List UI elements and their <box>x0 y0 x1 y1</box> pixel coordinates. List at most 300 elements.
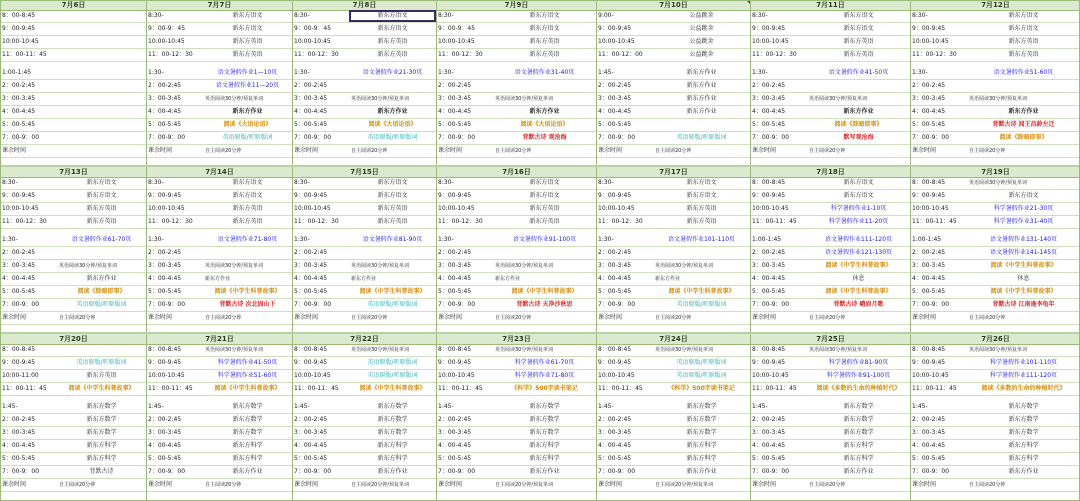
activity-cell[interactable]: 英语阅读30分钟/预复单词 <box>59 263 118 269</box>
time-cell[interactable]: 11：00-12：30 <box>438 218 483 225</box>
time-cell[interactable]: 9：00-9:45 <box>598 359 632 366</box>
activity-cell[interactable]: 新东方英语 <box>529 51 560 58</box>
time-cell[interactable]: 10:00-10:45 <box>2 205 39 212</box>
day-header[interactable]: 7月16日 <box>437 167 596 178</box>
activity-cell[interactable]: 阅读《大语论语》 <box>223 121 272 128</box>
activity-cell[interactable]: 新东方语文 <box>686 192 717 199</box>
time-cell[interactable]: 课余时间 <box>148 314 173 321</box>
time-cell[interactable]: 10:00-10:45 <box>752 372 789 379</box>
time-cell[interactable]: 4：00-4:45 <box>752 442 786 449</box>
activity-cell[interactable]: 新东方数学 <box>1008 403 1039 410</box>
time-cell[interactable]: 3：00-3:45 <box>598 95 632 102</box>
time-cell[interactable]: 8:30- <box>438 179 454 186</box>
activity-cell[interactable]: 新东方科学 <box>686 442 717 449</box>
time-cell[interactable]: 3：00-3:45 <box>752 429 786 436</box>
activity-cell[interactable]: 自主阅读20分钟 <box>969 148 1006 154</box>
time-cell[interactable]: 9：00-9:45 <box>438 359 472 366</box>
day-header[interactable]: 7月17日 <box>597 167 750 178</box>
time-cell[interactable]: 2：00-2:45 <box>912 82 946 89</box>
activity-cell[interactable]: 新东方作业 <box>377 108 408 115</box>
time-cell[interactable]: 11：00-11：45 <box>912 218 957 225</box>
time-cell[interactable]: 1:00-1:45 <box>2 69 32 76</box>
time-cell[interactable]: 10:00-10:45 <box>294 372 331 379</box>
time-cell[interactable]: 7：00-9：00 <box>438 134 476 141</box>
activity-cell[interactable]: 新东方英语 <box>1008 51 1039 58</box>
activity-cell[interactable]: 新东方作业 <box>529 108 560 115</box>
activity-cell[interactable]: 新东方语文 <box>232 25 263 32</box>
activity-cell[interactable]: 语文暑假作业1—10页 <box>217 69 278 76</box>
activity-cell[interactable]: 科学暑假作业111-120页 <box>989 372 1058 379</box>
activity-cell[interactable]: 自主阅读20分钟 <box>495 315 532 321</box>
time-cell[interactable]: 10:00-10:45 <box>598 372 635 379</box>
activity-cell[interactable]: 自主阅读20分钟 <box>59 315 96 321</box>
activity-cell[interactable]: 新东方科学 <box>529 442 560 449</box>
activity-cell[interactable]: 公益跳舍 <box>689 12 714 19</box>
time-cell[interactable]: 8：00-8:45 <box>2 346 36 353</box>
activity-cell[interactable]: 新东方数学 <box>232 429 263 436</box>
time-cell[interactable]: 2：00-2:45 <box>2 82 36 89</box>
time-cell[interactable]: 2：00-2:45 <box>912 249 946 256</box>
time-cell[interactable]: 10:00-10:45 <box>752 38 789 45</box>
day-header[interactable]: 7月19日 <box>911 167 1080 178</box>
activity-cell[interactable]: 语文暑假作业71-80页 <box>217 236 278 243</box>
time-cell[interactable]: 7：00-9：00 <box>148 468 186 475</box>
activity-cell[interactable]: 背默古诗 次北固山下 <box>219 301 276 308</box>
activity-cell[interactable]: 新东方英语 <box>529 205 560 212</box>
time-cell[interactable]: 课余时间 <box>2 147 27 154</box>
time-cell[interactable]: 4：00-4:45 <box>2 275 36 282</box>
activity-cell[interactable]: 语文暑假作业141-145页 <box>989 249 1058 256</box>
time-cell[interactable]: 7：00-9：00 <box>2 468 40 475</box>
time-cell[interactable]: 3：00-3:45 <box>438 95 472 102</box>
time-cell[interactable]: 课余时间 <box>912 147 937 154</box>
activity-cell[interactable]: 新东方数学 <box>1008 429 1039 436</box>
activity-cell[interactable]: 阅读《中学生科普故事》 <box>359 385 426 392</box>
time-cell[interactable]: 5：00-5:45 <box>294 121 328 128</box>
time-cell[interactable]: 8：00-8:45 <box>912 346 946 353</box>
activity-cell[interactable]: 英语原版/听原版词 <box>367 359 418 366</box>
day-header[interactable]: 7月18日 <box>751 167 910 178</box>
time-cell[interactable]: 课余时间 <box>598 481 623 488</box>
time-cell[interactable]: 9：00-9:45 <box>438 192 472 199</box>
activity-cell[interactable]: 新东方英语 <box>377 38 408 45</box>
activity-cell[interactable]: 自主阅读20分钟 <box>809 482 846 488</box>
time-cell[interactable]: 1:30- <box>598 236 614 243</box>
time-cell[interactable]: 2：00-2:45 <box>148 249 182 256</box>
activity-cell[interactable]: 新东方数学 <box>843 429 874 436</box>
time-cell[interactable]: 8:30- <box>294 179 310 186</box>
activity-cell[interactable]: 科学暑假作业1-10页 <box>830 205 887 212</box>
activity-cell[interactable]: 新东方科学 <box>1008 442 1039 449</box>
time-cell[interactable]: 3：00-3:45 <box>598 429 632 436</box>
activity-cell[interactable]: 新东方数学 <box>686 403 717 410</box>
time-cell[interactable]: 9：00-9:45 <box>148 192 182 199</box>
time-cell[interactable]: 1:30- <box>2 236 18 243</box>
activity-cell[interactable]: 新东方英语 <box>529 38 560 45</box>
activity-cell[interactable]: 科学暑假作业41-50页 <box>217 359 278 366</box>
time-cell[interactable]: 8：00-8:45 <box>148 346 182 353</box>
time-cell[interactable]: 10:00-10:45 <box>148 205 185 212</box>
time-cell[interactable]: 5：00-5:45 <box>912 455 946 462</box>
time-cell[interactable]: 4：00-4:45 <box>912 275 946 282</box>
activity-cell[interactable]: 新东方英语 <box>1008 38 1039 45</box>
activity-cell[interactable]: 自主阅读20分钟 <box>205 148 242 154</box>
activity-cell[interactable]: 新东方科学 <box>232 455 263 462</box>
activity-cell[interactable]: 新东方科学 <box>686 455 717 462</box>
time-cell[interactable]: 5：00-5:45 <box>2 288 36 295</box>
activity-cell[interactable]: 新东方数学 <box>377 403 408 410</box>
time-cell[interactable]: 3：00-3:45 <box>752 262 786 269</box>
activity-cell[interactable]: 新东方英语 <box>232 218 263 225</box>
activity-cell[interactable]: 新东方作业 <box>232 468 263 475</box>
activity-cell[interactable]: 英语原版/听原版词 <box>676 134 727 141</box>
activity-cell[interactable]: 新东方作业 <box>843 468 874 475</box>
time-cell[interactable]: 8:30- <box>294 12 310 19</box>
time-cell[interactable]: 3：00-3:45 <box>598 262 632 269</box>
activity-cell[interactable]: 科学暑假作业101-110页 <box>989 359 1058 366</box>
time-cell[interactable]: 7：00-9：00 <box>294 301 332 308</box>
activity-cell[interactable]: 新东方数学 <box>529 416 560 423</box>
activity-cell[interactable]: 自主阅读20分钟 <box>655 148 692 154</box>
time-cell[interactable]: 4：00-4:45 <box>438 108 472 115</box>
time-cell[interactable]: 4：00-4:45 <box>912 108 946 115</box>
activity-cell[interactable]: 新东方科学 <box>843 442 874 449</box>
activity-cell[interactable]: 英语原版/听原版词 <box>222 134 273 141</box>
activity-cell[interactable]: 科学暑假作业51-60页 <box>217 372 278 379</box>
time-cell[interactable]: 7：00-9：00 <box>438 468 476 475</box>
time-cell[interactable]: 1:30- <box>148 69 164 76</box>
time-cell[interactable]: 2：00-2:45 <box>598 82 632 89</box>
time-cell[interactable]: 10:00-10:45 <box>598 205 635 212</box>
activity-cell[interactable]: 新东方英语 <box>377 218 408 225</box>
day-header[interactable]: 7月24日 <box>597 334 750 345</box>
time-cell[interactable]: 5：00-5:45 <box>148 455 182 462</box>
time-cell[interactable]: 4：00-4:45 <box>148 108 182 115</box>
activity-cell[interactable]: 新东方语文 <box>377 179 408 186</box>
activity-cell[interactable]: 新东方作业 <box>351 276 377 282</box>
time-cell[interactable]: 课余时间 <box>912 481 937 488</box>
time-cell[interactable]: 5：00-5:45 <box>598 455 632 462</box>
activity-cell[interactable]: 新东方作业 <box>495 276 521 282</box>
time-cell[interactable]: 1:45- <box>294 403 310 410</box>
time-cell[interactable]: 11：00-12：30 <box>752 51 797 58</box>
time-cell[interactable]: 1:30- <box>294 236 310 243</box>
time-cell[interactable]: 7：00-9：00 <box>148 301 186 308</box>
activity-cell[interactable]: 英语阅读30分钟/预复单词 <box>969 347 1028 353</box>
activity-cell[interactable]: 英语原版/听原版词 <box>76 301 127 308</box>
activity-cell[interactable]: 自主阅读20分钟 <box>969 315 1006 321</box>
activity-cell[interactable]: 自主阅读20分钟 <box>59 482 96 488</box>
time-cell[interactable]: 3：00-3:45 <box>752 95 786 102</box>
day-header[interactable]: 7月15日 <box>293 167 436 178</box>
time-cell[interactable]: 2：00-2:45 <box>2 249 36 256</box>
activity-cell[interactable]: 英语阅读30分钟/预复单词 <box>351 347 410 353</box>
time-cell[interactable]: 7：00-9：00 <box>438 301 476 308</box>
time-cell[interactable]: 10:00-10:45 <box>752 205 789 212</box>
time-cell[interactable]: 7：00-9：00 <box>752 468 790 475</box>
time-cell[interactable]: 8:30- <box>598 179 614 186</box>
time-cell[interactable]: 11：00-12：30 <box>2 218 47 225</box>
activity-cell[interactable]: 新东方语文 <box>686 179 717 186</box>
time-cell[interactable]: 5：00-5:45 <box>148 288 182 295</box>
time-cell[interactable]: 2：00-2:45 <box>148 82 182 89</box>
activity-cell[interactable]: 新东方英语 <box>686 218 717 225</box>
time-cell[interactable]: 9：00-9：45 <box>438 25 476 32</box>
time-cell[interactable]: 10:00-10:45 <box>598 38 635 45</box>
time-cell[interactable]: 10:00-10:45 <box>912 372 949 379</box>
activity-cell[interactable]: 语文暑假作业131-140页 <box>989 236 1058 243</box>
time-cell[interactable]: 9：00-9:45 <box>294 192 328 199</box>
activity-cell[interactable]: 新东方作业 <box>1008 108 1039 115</box>
day-header[interactable]: 7月23日 <box>437 334 596 345</box>
activity-cell[interactable]: 新东方语文 <box>529 25 560 32</box>
time-cell[interactable]: 课余时间 <box>598 314 623 321</box>
time-cell[interactable]: 7：00-9：00 <box>752 301 790 308</box>
time-cell[interactable]: 4：00-4:45 <box>912 442 946 449</box>
activity-cell[interactable]: 自主阅读20分钟/预复单词 <box>495 482 554 488</box>
time-cell[interactable]: 11：00-12：30 <box>912 51 957 58</box>
activity-cell[interactable]: 自主阅读20分钟 <box>655 315 692 321</box>
time-cell[interactable]: 课余时间 <box>438 314 463 321</box>
time-cell[interactable]: 课余时间 <box>438 147 463 154</box>
activity-cell[interactable]: 语文暑假作业91-100页 <box>512 236 577 243</box>
activity-cell[interactable]: 新东方数学 <box>86 429 117 436</box>
activity-cell[interactable]: 英语阅读30分钟/预复单词 <box>969 180 1028 186</box>
time-cell[interactable]: 4：00-4:45 <box>148 275 182 282</box>
time-cell[interactable]: 8:30- <box>148 179 164 186</box>
activity-cell[interactable]: 英语原版/听原版词 <box>76 359 127 366</box>
day-header[interactable]: 7月21日 <box>147 334 292 345</box>
activity-cell[interactable]: 新东方作业 <box>686 82 717 89</box>
day-header[interactable]: 7月12日 <box>911 0 1080 11</box>
time-cell[interactable]: 11：00-11：45 <box>148 385 193 392</box>
activity-cell[interactable]: 英语阅读30分钟/预复单词 <box>205 263 264 269</box>
activity-cell[interactable]: 新东方科学 <box>86 455 117 462</box>
time-cell[interactable]: 9：00-9:45 <box>752 192 786 199</box>
activity-cell[interactable]: 英语阅读30分钟/预复单词 <box>495 347 554 353</box>
activity-cell[interactable]: 新东方英语 <box>529 218 560 225</box>
time-cell[interactable]: 8：00-8:45 <box>752 179 786 186</box>
time-cell[interactable]: 4：00-4:45 <box>598 442 632 449</box>
time-cell[interactable]: 10:00-11:00 <box>2 372 39 379</box>
time-cell[interactable]: 9:00- <box>598 12 614 19</box>
activity-cell[interactable]: 阅读《中学生科普故事》 <box>990 288 1057 295</box>
time-cell[interactable]: 10:00-10:45 <box>912 205 949 212</box>
time-cell[interactable]: 3：00-3:45 <box>438 429 472 436</box>
time-cell[interactable]: 1:30- <box>294 69 310 76</box>
activity-cell[interactable]: 自主阅读20分钟/预复单词 <box>351 482 410 488</box>
time-cell[interactable]: 课余时间 <box>752 314 777 321</box>
time-cell[interactable]: 4：00-4:45 <box>438 442 472 449</box>
time-cell[interactable]: 课余时间 <box>294 147 319 154</box>
time-cell[interactable]: 8：00-8:45 <box>294 346 328 353</box>
time-cell[interactable]: 5：00-5:45 <box>294 455 328 462</box>
time-cell[interactable]: 5：00-5:45 <box>598 121 632 128</box>
time-cell[interactable]: 课余时间 <box>752 481 777 488</box>
time-cell[interactable]: 1:45- <box>598 403 614 410</box>
time-cell[interactable]: 5：00-5:45 <box>598 288 632 295</box>
activity-cell[interactable]: 自主阅读20分钟 <box>809 315 846 321</box>
activity-cell[interactable]: 新东方英语 <box>86 372 117 379</box>
activity-cell[interactable]: 英语阅读30分钟/预复单词 <box>205 96 264 102</box>
activity-cell[interactable]: 新东方英语 <box>843 38 874 45</box>
activity-cell[interactable]: 新东方英语 <box>232 205 263 212</box>
activity-cell[interactable]: 新东方作业 <box>655 276 681 282</box>
time-cell[interactable]: 9：00-9:45 <box>598 192 632 199</box>
activity-cell[interactable]: 新东方语文 <box>349 10 436 22</box>
activity-cell[interactable]: 新东方语文 <box>843 179 874 186</box>
time-cell[interactable]: 2：00-2:45 <box>912 416 946 423</box>
time-cell[interactable]: 8:30- <box>2 179 18 186</box>
activity-cell[interactable]: 语文暑假作业31-40页 <box>514 69 575 76</box>
time-cell[interactable]: 3：00-3:45 <box>294 262 328 269</box>
activity-cell[interactable]: 新东方英语 <box>232 38 263 45</box>
activity-cell[interactable]: 新东方语文 <box>843 12 874 19</box>
time-cell[interactable]: 11：00-12：30 <box>148 51 193 58</box>
time-cell[interactable]: 9：00-9:45 <box>752 359 786 366</box>
time-cell[interactable]: 10:00-10:45 <box>294 205 331 212</box>
time-cell[interactable]: 7：00-9：00 <box>294 468 332 475</box>
day-header[interactable]: 7月25日 <box>751 334 910 345</box>
time-cell[interactable]: 8:30- <box>752 12 768 19</box>
time-cell[interactable]: 10:00-10:45 <box>438 205 475 212</box>
time-cell[interactable]: 4：00-4:45 <box>598 108 632 115</box>
time-cell[interactable]: 5：00-5:45 <box>148 121 182 128</box>
activity-cell[interactable]: 新东方语文 <box>843 192 874 199</box>
activity-cell[interactable]: 新东方数学 <box>686 429 717 436</box>
activity-cell[interactable]: 阅读《中学生科普故事》 <box>511 288 578 295</box>
activity-cell[interactable]: 新东方数学 <box>843 416 874 423</box>
activity-cell[interactable]: 背默古诗 天净沙秋思 <box>516 301 573 308</box>
time-cell[interactable]: 10:00-10:45 <box>148 372 185 379</box>
time-cell[interactable]: 5：00-5:45 <box>752 288 786 295</box>
activity-cell[interactable]: 自主阅读20分钟 <box>809 148 846 154</box>
time-cell[interactable]: 课余时间 <box>438 481 463 488</box>
time-cell[interactable]: 1:00-1:45 <box>912 236 942 243</box>
activity-cell[interactable]: 新东方作业 <box>232 108 263 115</box>
activity-cell[interactable]: 《科学》500字读书笔记 <box>511 385 578 392</box>
day-header[interactable]: 7月6日 <box>1 0 146 11</box>
time-cell[interactable]: 1:45- <box>148 403 164 410</box>
activity-cell[interactable]: 新东方科学 <box>843 455 874 462</box>
time-cell[interactable]: 9：00-9:45 <box>598 25 632 32</box>
activity-cell[interactable]: 英语阅读30分钟/预复单词 <box>351 263 410 269</box>
activity-cell[interactable]: 新东方数学 <box>377 416 408 423</box>
activity-cell[interactable]: 新东方英语 <box>232 51 263 58</box>
activity-cell[interactable]: 新东方语文 <box>86 192 117 199</box>
activity-cell[interactable]: 新东方英语 <box>843 51 874 58</box>
activity-cell[interactable]: 新东方科学 <box>529 455 560 462</box>
time-cell[interactable]: 5：00-5:45 <box>752 455 786 462</box>
activity-cell[interactable]: 阅读《中学生科普故事》 <box>825 262 892 269</box>
activity-cell[interactable]: 新东方科学 <box>86 442 117 449</box>
activity-cell[interactable]: 自主阅读20分钟 <box>205 482 242 488</box>
time-cell[interactable]: 8：00-8:45 <box>2 12 36 19</box>
time-cell[interactable]: 4：00-4:45 <box>294 442 328 449</box>
time-cell[interactable]: 4：00-4:45 <box>2 108 36 115</box>
time-cell[interactable]: 1:45- <box>438 403 454 410</box>
time-cell[interactable]: 5：00-5:45 <box>912 288 946 295</box>
activity-cell[interactable]: 新东方语文 <box>377 25 408 32</box>
activity-cell[interactable]: 休息 <box>852 275 865 282</box>
time-cell[interactable]: 7：00-9：00 <box>912 301 950 308</box>
activity-cell[interactable]: 英语原版/听原版词 <box>676 372 727 379</box>
time-cell[interactable]: 9：00-9:45 <box>752 25 786 32</box>
time-cell[interactable]: 8：00-8:45 <box>912 179 946 186</box>
activity-cell[interactable]: 阅读《大语论语》 <box>368 121 417 128</box>
time-cell[interactable]: 7：00-9：00 <box>2 301 40 308</box>
time-cell[interactable]: 10:00-10:45 <box>294 38 331 45</box>
activity-cell[interactable]: 公益跳舍 <box>689 51 714 58</box>
activity-cell[interactable]: 阅读《中学生科普故事》 <box>214 385 281 392</box>
activity-cell[interactable]: 自主阅读20分钟 <box>351 148 388 154</box>
time-cell[interactable]: 10:00-10:45 <box>438 372 475 379</box>
time-cell[interactable]: 课余时间 <box>294 481 319 488</box>
activity-cell[interactable]: 新东方语文 <box>529 179 560 186</box>
activity-cell[interactable]: 新东方语文 <box>232 179 263 186</box>
time-cell[interactable]: 课余时间 <box>148 147 173 154</box>
activity-cell[interactable]: 语文暑假作业41-50页 <box>828 69 889 76</box>
activity-cell[interactable]: 英语原版/听原版词 <box>367 301 418 308</box>
activity-cell[interactable]: 新东方数学 <box>529 429 560 436</box>
time-cell[interactable]: 3：00-3:45 <box>294 95 328 102</box>
time-cell[interactable]: 5：00-5:45 <box>294 288 328 295</box>
activity-cell[interactable]: 新东方语文 <box>232 12 263 19</box>
activity-cell[interactable]: 英语原版/听原版词 <box>676 301 727 308</box>
activity-cell[interactable]: 新东方英语 <box>377 51 408 58</box>
time-cell[interactable]: 8:30- <box>148 12 164 19</box>
activity-cell[interactable]: 新东方作业 <box>686 95 717 102</box>
activity-cell[interactable]: 自主阅读20分钟 <box>351 315 388 321</box>
time-cell[interactable]: 11：00-11：45 <box>752 218 797 225</box>
activity-cell[interactable]: 背默古诗 峨眉月歌 <box>833 301 884 308</box>
time-cell[interactable]: 2：00-2:45 <box>148 416 182 423</box>
activity-cell[interactable]: 自主阅读20分钟 <box>495 148 532 154</box>
time-cell[interactable]: 2：00-2:45 <box>438 82 472 89</box>
time-cell[interactable]: 1:45- <box>752 403 768 410</box>
activity-cell[interactable]: 语文暑假作业61-70页 <box>71 236 132 243</box>
activity-cell[interactable]: 新东方语文 <box>86 179 117 186</box>
activity-cell[interactable]: 阅读《多数的生命的种植时代》 <box>981 385 1066 392</box>
time-cell[interactable]: 9：00-9:45 <box>912 192 946 199</box>
activity-cell[interactable]: 新东方作业 <box>686 108 717 115</box>
activity-cell[interactable]: 新东方科学 <box>377 442 408 449</box>
activity-cell[interactable]: 新东方作业 <box>86 275 117 282</box>
time-cell[interactable]: 7：00-9：00 <box>598 301 636 308</box>
activity-cell[interactable]: 公益跳舍 <box>689 25 714 32</box>
time-cell[interactable]: 9：00-9:45 <box>148 359 182 366</box>
time-cell[interactable]: 4：00-4:45 <box>438 275 472 282</box>
time-cell[interactable]: 3：00-3:45 <box>912 429 946 436</box>
activity-cell[interactable]: 新东方作业 <box>205 276 231 282</box>
time-cell[interactable]: 3：00-3:45 <box>148 429 182 436</box>
activity-cell[interactable]: 英语阅读30分钟/预复单词 <box>205 347 264 353</box>
activity-cell[interactable]: 新东方数学 <box>377 429 408 436</box>
activity-cell[interactable]: 新东方作业 <box>843 108 874 115</box>
time-cell[interactable]: 5：00-5:45 <box>912 121 946 128</box>
time-cell[interactable]: 2：00-2:45 <box>752 249 786 256</box>
time-cell[interactable]: 11：00-11：45 <box>2 51 47 58</box>
time-cell[interactable]: 11：00-12：00 <box>598 51 643 58</box>
activity-cell[interactable]: 阅读《中学生科普故事》 <box>990 262 1057 269</box>
time-cell[interactable]: 5：00-5:45 <box>2 455 36 462</box>
time-cell[interactable]: 1:00-1:45 <box>752 236 782 243</box>
activity-cell[interactable]: 新东方语文 <box>843 25 874 32</box>
time-cell[interactable]: 4：00-4:45 <box>294 275 328 282</box>
activity-cell[interactable]: 自主阅读20分钟 <box>205 315 242 321</box>
time-cell[interactable]: 4：00-4:45 <box>752 108 786 115</box>
activity-cell[interactable]: 新东方作业 <box>686 69 717 76</box>
